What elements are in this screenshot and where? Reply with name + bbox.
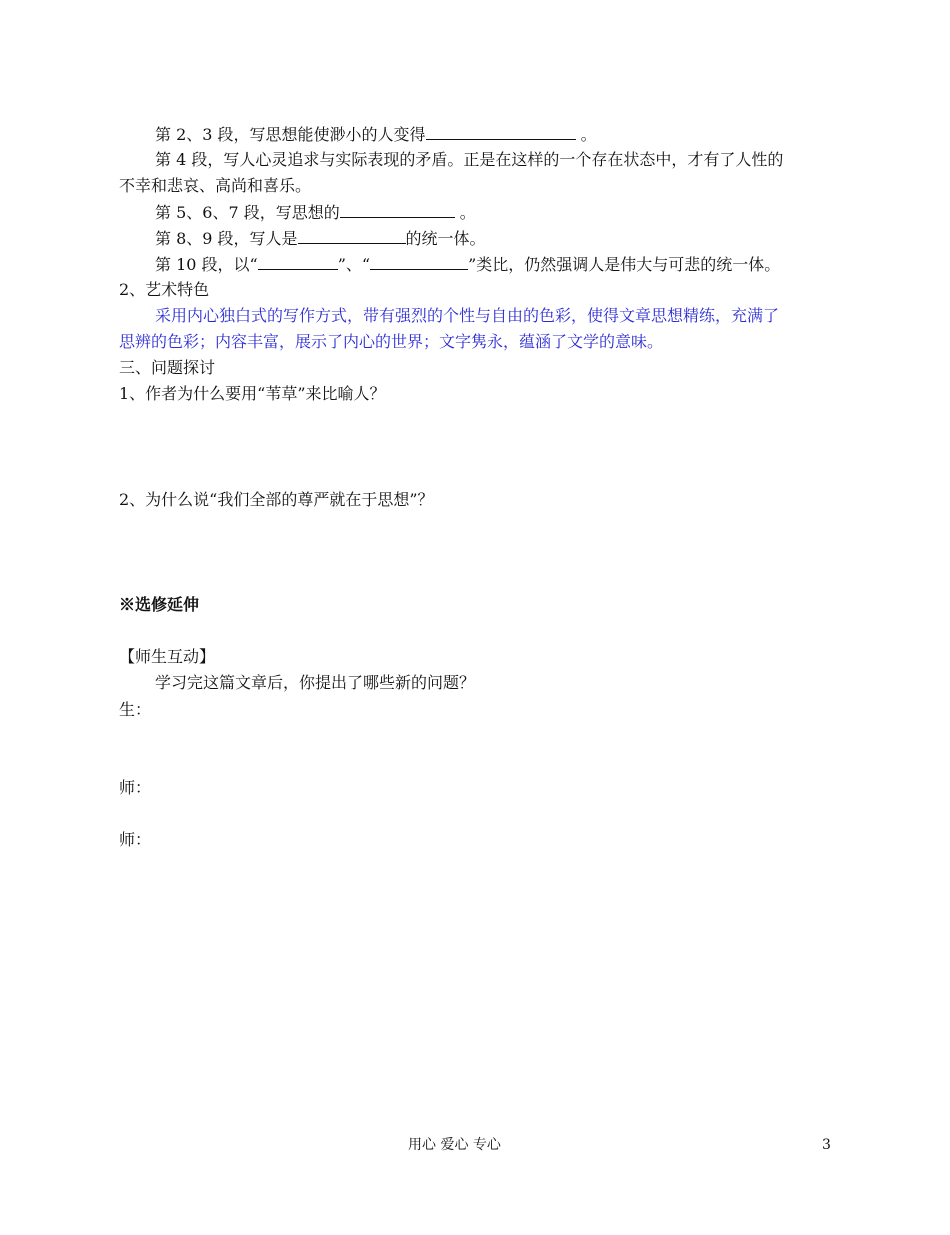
interaction-label: 【师生互动】 — [119, 647, 216, 666]
page-number: 3 — [822, 1137, 831, 1153]
para-text: ”、“ — [337, 255, 371, 274]
teacher-label: 师： — [119, 830, 152, 849]
para-text: 的统一体。 — [405, 229, 486, 248]
para-text: ”类比，仍然强调人是伟大与可悲的统一体。 — [468, 255, 781, 274]
outline-para-2-3 — [155, 124, 597, 145]
art-features-text-line2: 思辨的色彩；内容丰富，展示了内心的世界；文字隽永，蕴涵了文学的意味。 — [119, 332, 664, 351]
para-text: 第 2、3 段，写思想能使渺小的人变得 — [155, 125, 426, 144]
art-features-text-line1: 采用内心独白式的写作方式，带有强烈的个性与自由的色彩，使得文章思想精练，充满了 — [155, 306, 780, 325]
para-text: 第 10 段，以“ — [155, 255, 258, 274]
art-features-heading: 2、艺术特色 — [119, 280, 210, 299]
interaction-prompt: 学习完这篇文章后，你提出了哪些新的问题？ — [155, 673, 476, 692]
outline-para-8-9 — [155, 228, 486, 249]
fill-blank[interactable] — [258, 254, 338, 270]
footer-slogan: 用心 爱心 专心 — [408, 1137, 501, 1153]
outline-para-4-line2: 不幸和悲哀、高尚和喜乐。 — [119, 176, 312, 195]
fill-blank[interactable] — [340, 202, 455, 218]
para-text: 第 5、6、7 段，写思想的 — [155, 203, 340, 222]
outline-para-10 — [155, 254, 780, 275]
student-label: 生： — [119, 700, 152, 719]
fill-blank[interactable] — [370, 254, 468, 270]
fill-blank[interactable] — [426, 124, 576, 140]
outline-para-4-line1: 第 4 段，写人心灵追求与实际表现的矛盾。正是在这样的一个存在状态中，才有了人性的 — [155, 150, 784, 169]
para-text: 。 — [454, 203, 476, 222]
extension-heading: ※选修延伸 — [119, 595, 200, 614]
question-2: 2、为什么说“我们全部的尊严就在于思想”？ — [119, 490, 434, 509]
teacher-label: 师： — [119, 778, 152, 797]
question-1: 1、作者为什么要用“苇草”来比喻人？ — [119, 384, 386, 403]
outline-para-5-7 — [155, 202, 476, 223]
discussion-heading: 三、问题探讨 — [119, 358, 216, 377]
para-text: 。 — [575, 125, 597, 144]
para-text: 第 8、9 段，写人是 — [155, 229, 298, 248]
fill-blank[interactable] — [298, 228, 406, 244]
